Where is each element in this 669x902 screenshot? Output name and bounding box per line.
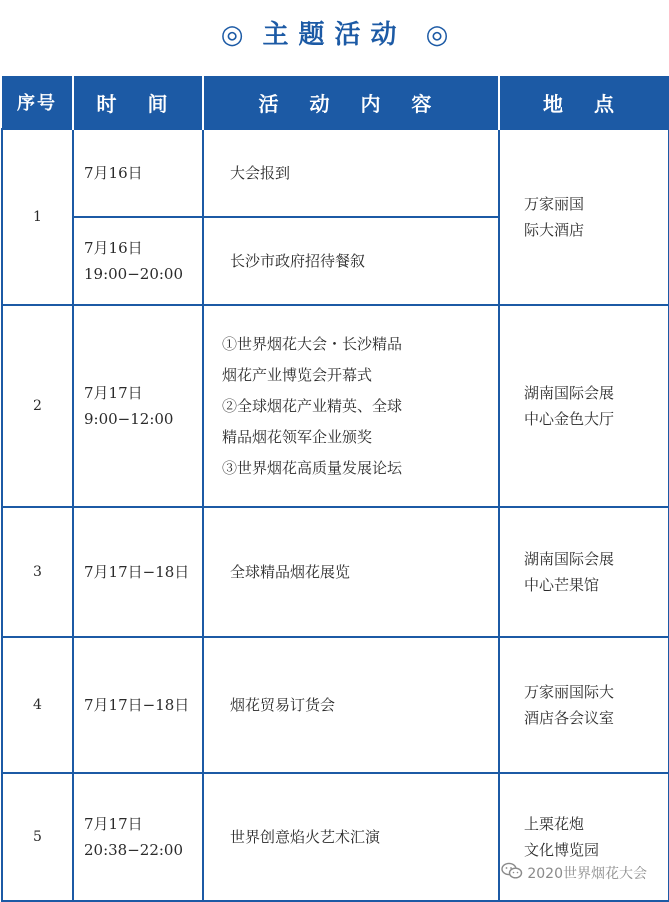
row-no: 5	[2, 773, 73, 901]
row-place: 湖南国际会展 中心金色大厅	[499, 305, 669, 507]
row-place: 万家丽国际大 酒店各会议室	[499, 637, 669, 773]
circle-mark-left-icon: ◎	[220, 20, 244, 50]
row-content: 世界创意焰火艺术汇演	[203, 773, 499, 901]
row-place: 湖南国际会展 中心芒果馆	[499, 507, 669, 637]
row-content: 全球精品烟花展览	[203, 507, 499, 637]
header-no: 序号	[2, 76, 73, 129]
header-time: 时 间	[73, 76, 203, 129]
table-row	[2, 637, 669, 773]
circle-mark-right-icon: ◎	[425, 20, 449, 50]
row-content: 长沙市政府招待餐叙	[203, 217, 499, 305]
table-row	[2, 129, 669, 217]
row-content: 烟花贸易订货会	[203, 637, 499, 773]
row-time: 7月16日	[73, 129, 203, 217]
row-time: 7月17日−18日	[73, 637, 203, 773]
watermark-text: 2020世界烟花大会	[527, 866, 647, 882]
row-content: ①世界烟花大会・长沙精品 烟花产业博览会开幕式 ②全球烟花产业精英、全球 精品烟花领军企业颁奖 ③世界烟花高质量发展论坛	[203, 305, 499, 507]
row-content: 大会报到	[203, 129, 499, 217]
row-place: 万家丽国 际大酒店	[499, 129, 669, 305]
row-no: 2	[2, 305, 73, 507]
row-no: 4	[2, 637, 73, 773]
schedule-table	[1, 76, 669, 902]
table-row	[2, 305, 669, 507]
page-title-text: 主题活动	[262, 20, 407, 50]
header-row	[2, 76, 669, 129]
row-time: 7月17日 20:38−22:00	[73, 773, 203, 901]
row-no: 1	[2, 129, 73, 305]
header-content: 活 动 内 容	[203, 76, 499, 129]
watermark	[501, 862, 647, 884]
table-row	[2, 507, 669, 637]
row-no: 3	[2, 507, 73, 637]
wechat-icon	[501, 862, 523, 884]
row-time: 7月17日−18日	[73, 507, 203, 637]
header-place: 地 点	[499, 76, 669, 129]
row-place: 上栗花炮 文化博览园	[499, 773, 669, 901]
row-time: 7月17日 9:00−12:00	[73, 305, 203, 507]
row-time: 7月16日 19:00−20:00	[73, 217, 203, 305]
page-title	[0, 14, 669, 51]
